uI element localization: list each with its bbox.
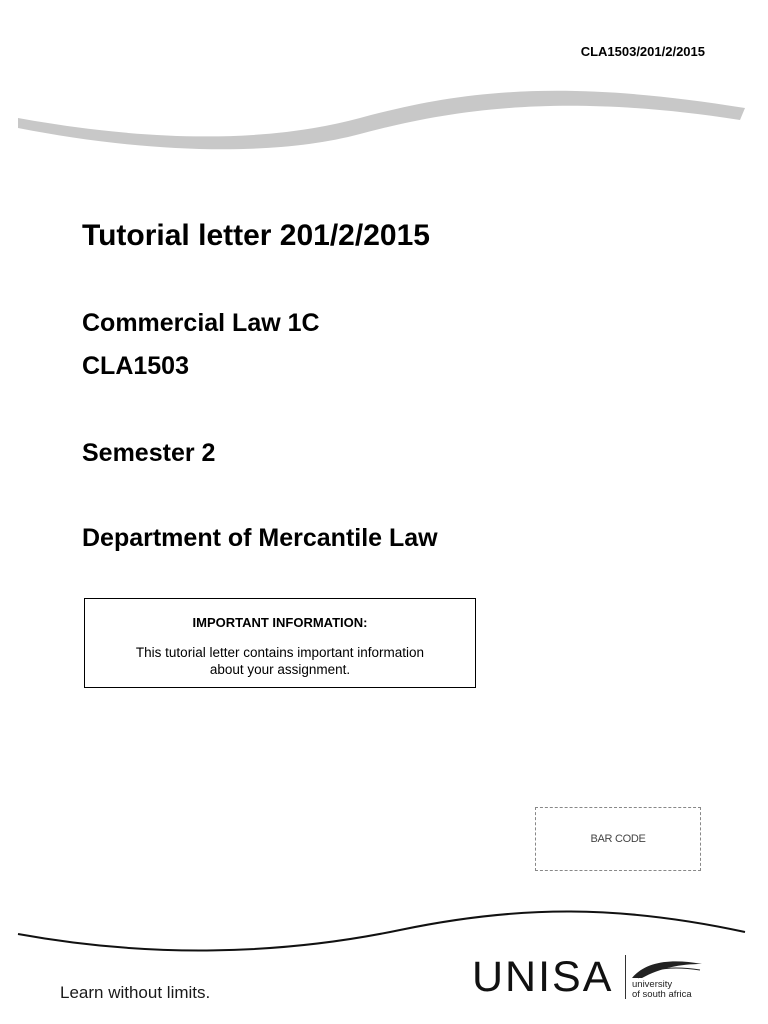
logo-divider: [625, 955, 626, 999]
semester-label: Semester 2: [82, 439, 216, 467]
course-name: Commercial Law 1C: [82, 309, 320, 337]
bottom-swoosh-icon: [0, 900, 768, 960]
logo-sub-line1: university: [632, 979, 673, 990]
course-code: CLA1503: [82, 352, 189, 380]
page-title: Tutorial letter 201/2/2015: [82, 219, 430, 252]
barcode-placeholder: [535, 807, 701, 871]
important-info-box: [84, 598, 476, 688]
info-heading: IMPORTANT INFORMATION:: [192, 615, 368, 630]
logo-sub-line2: of south africa: [632, 989, 692, 1000]
info-body: [110, 644, 450, 678]
department-label: Department of Mercantile Law: [82, 524, 438, 552]
unisa-emblem-icon: [630, 958, 704, 980]
unisa-logo-subtitle: [632, 980, 692, 1000]
footer-tagline: Learn without limits.: [60, 983, 211, 1002]
unisa-logo-text: UNISA: [472, 953, 614, 1001]
info-body-line1: This tutorial letter contains important information: [135, 645, 425, 660]
top-swoosh-icon: [0, 70, 768, 160]
info-body-line2: about your assignment.: [209, 662, 351, 677]
document-code: CLA1503/201/2/2015: [580, 44, 705, 59]
barcode-label: BAR CODE: [590, 833, 646, 845]
